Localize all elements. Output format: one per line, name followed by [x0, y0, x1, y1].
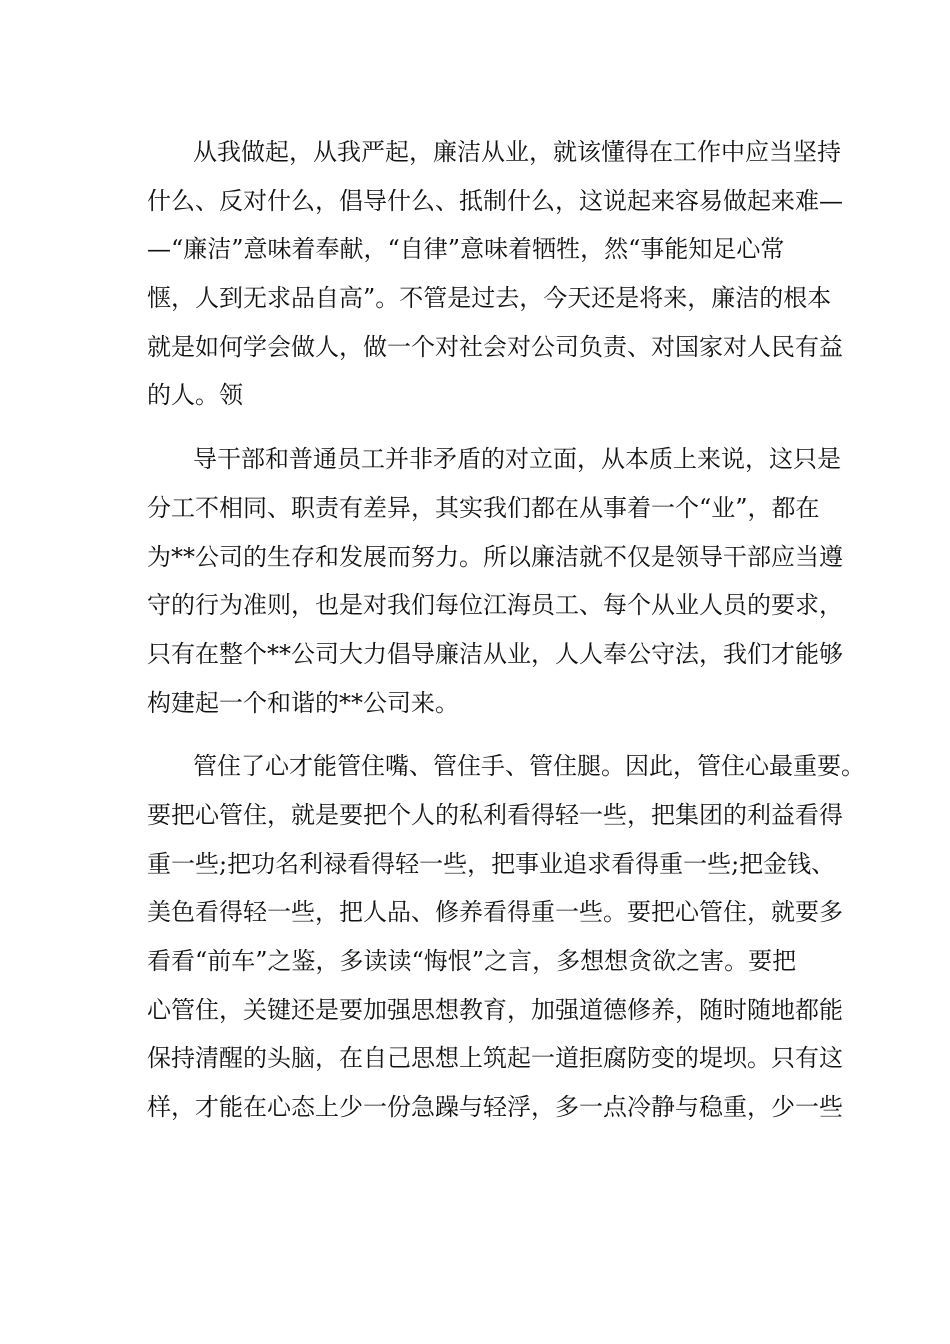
paragraph-line: 为**公司的生存和发展而努力。所以廉洁就不仅是领导干部应当遵 — [147, 542, 843, 571]
paragraph-line: 看看“前车”之鉴，多读读“悔恨”之言，多想想贪欲之害。要把 — [147, 947, 797, 975]
paragraph-line: 样，才能在心态上少一份急躁与轻浮，多一点冷静与稳重，少一些 — [147, 1093, 843, 1122]
paragraph-line: 构建起一个和谐的**公司来。 — [147, 688, 459, 717]
paragraph-line: 分工不相同、职责有差异，其实我们都在从事着一个“业”，都在 — [147, 493, 820, 522]
paragraph-line: 的人。领 — [147, 381, 243, 410]
paragraph-line: 从我做起，从我严起，廉洁从业，就该懂得在工作中应当坚持 — [193, 138, 841, 166]
paragraph-line: 就是如何学会做人，做一个对社会对公司负责、对国家对人民有益 — [147, 332, 843, 361]
paragraph-line: 保持清醒的头脑，在自己思想上筑起一道拒腐防变的堤坝。只有这 — [147, 1044, 843, 1073]
paragraph-line: 管住了心才能管住嘴、管住手、管住腿。因此，管住心最重要。 — [193, 752, 865, 781]
paragraph-line: 导干部和普通员工并非矛盾的对立面，从本质上来说，这只是 — [193, 445, 841, 474]
paragraph-1 — [147, 128, 843, 420]
paragraph-line: 守的行为准则，也是对我们每位江海员工、每个从业人员的要求， — [147, 591, 843, 620]
paragraph-line: 只有在整个**公司大力倡导廉洁从业，人人奉公守法，我们才能够 — [147, 639, 843, 668]
paragraph-line: 心管住，关键还是要加强思想教育，加强道德修养，随时随地都能 — [147, 995, 843, 1024]
paragraph-line: 美色看得轻一些，把人品、修养看得重一些。要把心管住，就要多 — [147, 898, 843, 927]
document-body — [147, 128, 865, 1132]
paragraph-2 — [147, 435, 843, 727]
paragraph-line: 惬，人到无求品自高”。不管是过去，今天还是将来，廉洁的根本 — [147, 284, 832, 313]
paragraph-line: 什么、反对什么，倡导什么、抵制什么，这说起来容易做起来难— — [147, 186, 843, 215]
paragraph-3 — [147, 742, 865, 1132]
paragraph-line: 要把心管住，就是要把个人的私利看得轻一些，把集团的利益看得 — [147, 800, 843, 829]
paragraph-line: —“廉洁”意味着奉献，“自律”意味着牺牲，然“事能知足心常 — [147, 235, 785, 264]
paragraph-line: 重一些;把功名利禄看得轻一些，把事业追求看得重一些;把金钱、 — [147, 849, 836, 878]
